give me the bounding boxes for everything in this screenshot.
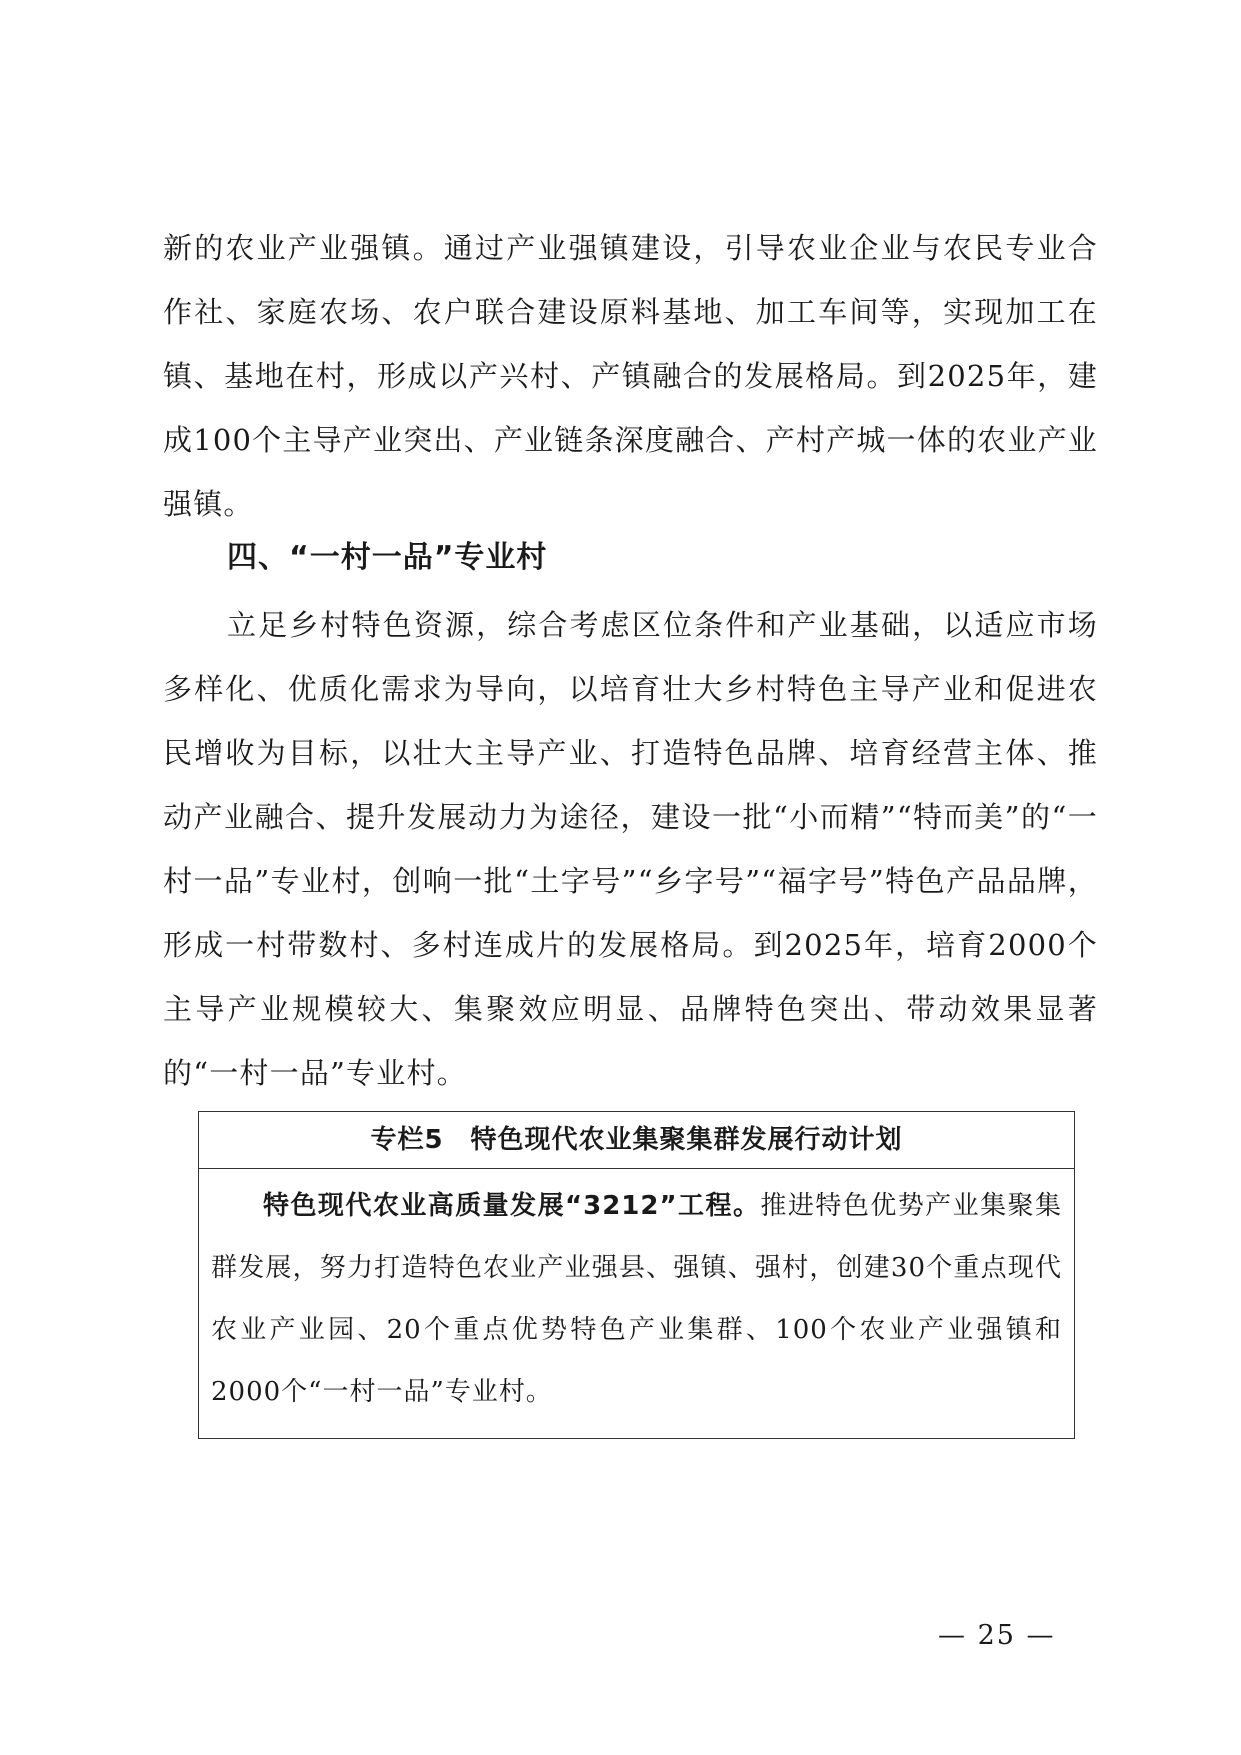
- page-number: — 25 —: [938, 1620, 1056, 1651]
- column-box: [198, 1111, 1075, 1439]
- column-box-lead: 特色现代农业高质量发展“3212”工程。: [263, 1191, 761, 1221]
- paragraph-one-village-one-product: 立足乡村特色资源，综合考虑区位条件和产业基础，以适应市场多样化、优质化需求为导向，以培育壮大乡村特色主导产业和促进农民增收为目标，以壮大主导产业、打造特色品牌、培育经营主体、推动产业融合、提升发展动力为途径，建设一批“小而精”“特而美”的“一村一品”专业村，创响一批“土字号”“乡字号”“福字号”特色产品品牌，形成一村带数村、多村连成片的发展格局。到2025年，培育2000个主导产业规模较大、集聚效应明显、品牌特色突出、带动效果显著的“一村一品”专业村。: [163, 608, 1098, 1090]
- column-box-title: 专栏5 特色现代农业集聚集群发展行动计划: [199, 1112, 1074, 1169]
- column-box-text: 推进特色优势产业集聚集群发展，努力打造特色农业产业强县、强镇、强村，创建30个重点现代农业产业园、20个重点优势特色产业集群、100个农业产业强镇和2000个“一村一品”专业村。: [211, 1191, 1062, 1407]
- paragraph-continued: 新的农业产业强镇。通过产业强镇建设，引导农业企业与农民专业合作社、家庭农场、农户联合建设原料基地、加工车间等，实现加工在镇、基地在村，形成以产兴村、产镇融合的发展格局。到2025年，建成100个主导产业突出、产业链条深度融合、产村产城一体的农业产业强镇。: [163, 231, 1098, 521]
- column-box-body: [199, 1169, 1074, 1423]
- section-heading: 四、“一村一品”专业村: [227, 540, 548, 575]
